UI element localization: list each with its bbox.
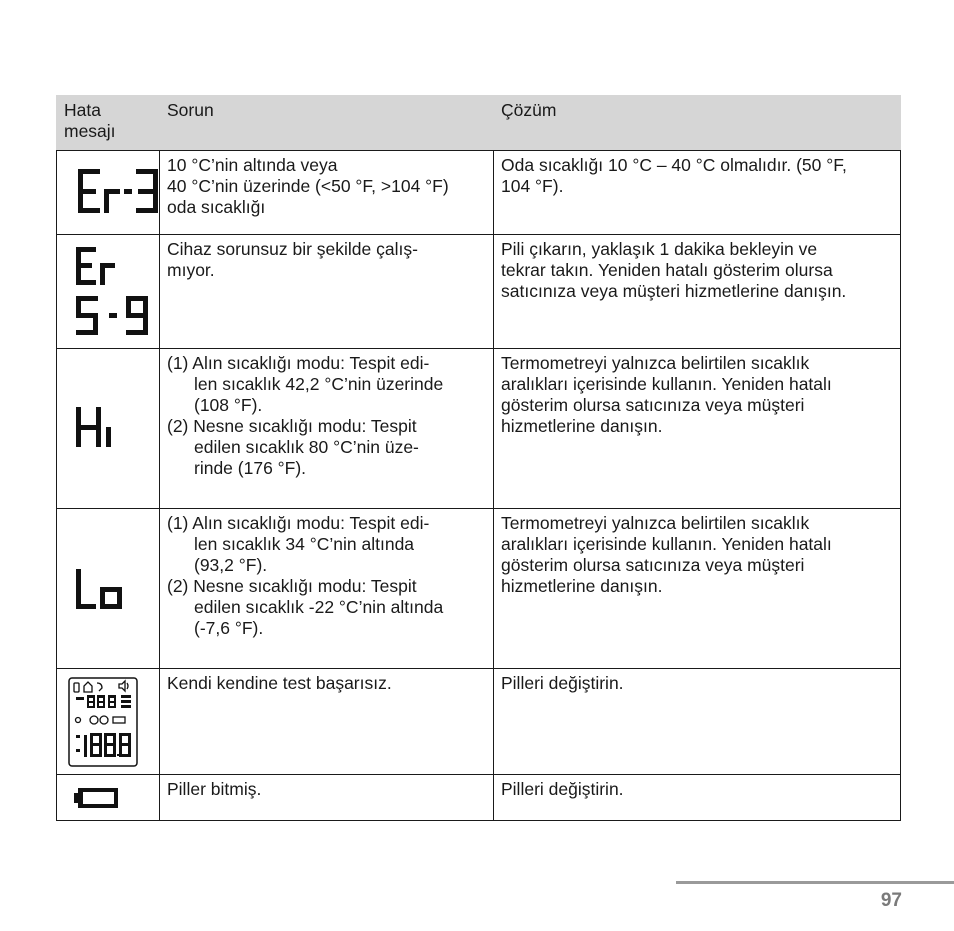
- solution-line: tekrar takın. Yeniden hatalı gösterim olursa: [501, 260, 833, 280]
- solution-line: Pili çıkarın, yaklaşık 1 dakika bekleyin ve: [501, 239, 818, 259]
- lcd-lo-icon: [64, 513, 164, 665]
- solution-cell: [494, 235, 901, 349]
- solution-line: hizmetlerine danışın.: [501, 416, 663, 436]
- problem-line: edilen sıcaklık -22 °C’nin altında: [194, 597, 444, 617]
- solution-line: Oda sıcaklığı 10 °C – 40 °C olmalıdır. (50 °F,: [501, 155, 847, 175]
- solution-line: aralıkları içerisinde kullanın. Yeniden hatalı: [501, 374, 832, 394]
- problem-line: 10 °C’nin altında veya: [167, 155, 338, 175]
- problem-line: 40 °C’nin üzerinde (<50 °F, >104 °F): [167, 176, 449, 196]
- header-problem: Sorun: [160, 96, 494, 151]
- problem-line: (108 °F).: [194, 395, 263, 415]
- header-error-message: [57, 96, 160, 151]
- problem-line: (2) Nesne sıcaklığı modu: Tespit: [167, 576, 417, 596]
- problem-line: len sıcaklık 42,2 °C’nin üzerinde: [194, 374, 444, 394]
- problem-line: Piller bitmiş.: [167, 779, 262, 799]
- solution-line: Termometreyi yalnızca belirtilen sıcaklık: [501, 513, 810, 533]
- problem-line: (1) Alın sıcaklığı modu: Tespit edi-: [167, 513, 430, 533]
- problem-line: Kendi kendine test başarısız.: [167, 673, 392, 693]
- table-row: [57, 669, 901, 775]
- lcd-er3-icon: [64, 155, 164, 231]
- problem-item: [167, 513, 486, 576]
- solution-line: Pilleri değiştirin.: [501, 673, 624, 693]
- error-icon-cell: [57, 669, 160, 775]
- table-row: [57, 235, 901, 349]
- table-row: [57, 151, 901, 235]
- problem-line: (1) Alın sıcaklığı modu: Tespit edi-: [167, 353, 430, 373]
- problem-line: edilen sıcaklık 80 °C’nin üze-: [194, 437, 419, 457]
- error-messages-table: [56, 95, 901, 821]
- problem-cell: [160, 775, 494, 821]
- problem-cell: [160, 235, 494, 349]
- error-icon-cell: [57, 509, 160, 669]
- lcd-er-5-9-icon: [64, 239, 164, 345]
- problem-line: rinde (176 °F).: [194, 458, 307, 478]
- error-icon-cell: [57, 775, 160, 821]
- table-header-row: [57, 96, 901, 151]
- solution-line: aralıkları içerisinde kullanın. Yeniden hatalı: [501, 534, 832, 554]
- error-icon-cell: [57, 235, 160, 349]
- solution-line: hizmetlerine danışın.: [501, 576, 663, 596]
- problem-cell: [160, 509, 494, 669]
- header-solution: Çözüm: [494, 96, 901, 151]
- error-icon-cell: [57, 349, 160, 509]
- solution-line: satıcınıza veya müşteri hizmetlerine danışın.: [501, 281, 847, 301]
- solution-cell: [494, 349, 901, 509]
- error-icon-cell: [57, 151, 160, 235]
- problem-item: [167, 576, 486, 639]
- footer-rule: [676, 881, 954, 884]
- solution-cell: [494, 775, 901, 821]
- problem-item: [167, 416, 486, 479]
- table-row: [57, 775, 901, 821]
- solution-line: gösterim olursa satıcınıza veya müşteri: [501, 555, 805, 575]
- problem-line: mıyor.: [167, 260, 215, 280]
- solution-cell: [494, 151, 901, 235]
- problem-line: (-7,6 °F).: [194, 618, 264, 638]
- solution-cell: [494, 669, 901, 775]
- header-line: Hata mesajı: [64, 100, 116, 141]
- problem-cell: [160, 349, 494, 509]
- empty-battery-icon: [64, 779, 164, 817]
- problem-item: [167, 353, 486, 416]
- table-row: [57, 509, 901, 669]
- solution-line: Termometreyi yalnızca belirtilen sıcaklık: [501, 353, 810, 373]
- problem-line: Cihaz sorunsuz bir şekilde çalış-: [167, 239, 418, 259]
- lcd-full-display-icon: [64, 673, 164, 771]
- table-row: [57, 349, 901, 509]
- solution-line: gösterim olursa satıcınıza veya müşteri: [501, 395, 805, 415]
- solution-line: 104 °F).: [501, 176, 564, 196]
- problem-line: len sıcaklık 34 °C’nin altında: [194, 534, 415, 554]
- solution-cell: [494, 509, 901, 669]
- page-number: 97: [880, 890, 902, 911]
- solution-line: Pilleri değiştirin.: [501, 779, 624, 799]
- problem-cell: [160, 669, 494, 775]
- problem-line: (2) Nesne sıcaklığı modu: Tespit: [167, 416, 417, 436]
- problem-line: oda sıcaklığı: [167, 197, 266, 217]
- problem-line: (93,2 °F).: [194, 555, 268, 575]
- problem-cell: [160, 151, 494, 235]
- lcd-hi-icon: [64, 353, 164, 505]
